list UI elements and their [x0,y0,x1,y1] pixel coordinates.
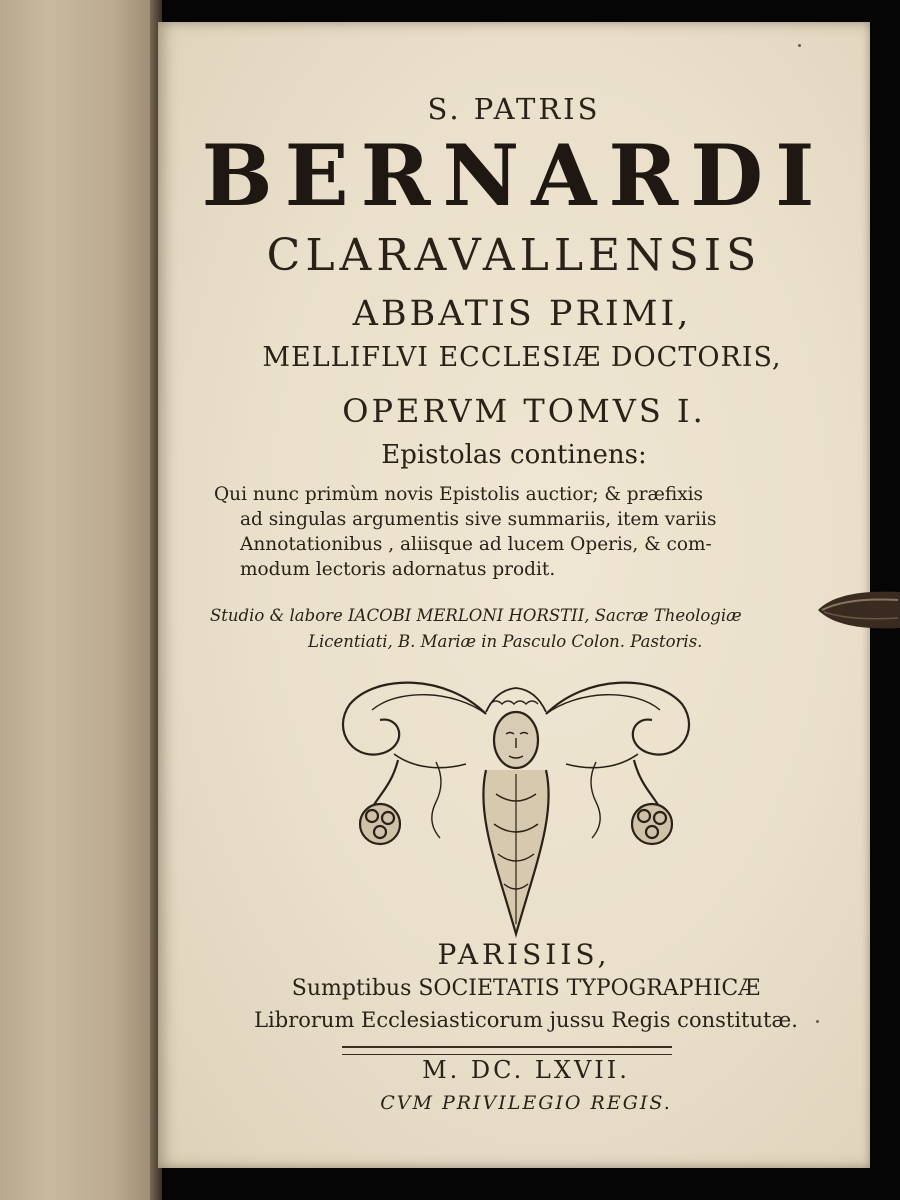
bookmark-tab-icon [818,588,900,632]
title-line-bernardi: BERNARDI [201,126,827,225]
title-line-patris: S. PATRIS [427,92,601,126]
paragraph-line: Annotationibus , aliisque ad lucem Operis, & com- [240,534,712,555]
paragraph-line: Qui nunc primùm novis Epistolis auctior; & præfixis [214,484,704,505]
imprint-printer-line-2: Librorum Ecclesiasticorum jussu Regis constitutæ. [254,1008,798,1032]
paragraph-line: modum lectoris adornatus prodit. [240,559,556,580]
title-line-epistolas: Epistolas continens: [381,440,647,470]
paper-speck [816,1020,819,1023]
imprint-year: M. DC. LXVII. [422,1056,630,1084]
title-line-mellifluus: MELLIFLVI ECCLESIÆ DOCTORIS, [262,342,782,373]
paper-speck [798,44,801,47]
paragraph-line: ad singulas argumentis sive summariis, item variis [240,509,717,530]
woodcut-ornament-icon [336,674,696,944]
title-page [158,22,870,1168]
editor-credit-line-1: Studio & labore IACOBI MERLONI HORSTII, Sacræ Theologiæ [210,606,742,625]
title-line-claravallensis: CLARAVALLENSIS [266,230,762,281]
description-paragraph [214,482,824,582]
imprint-printer-line-1: Sumptibus SOCIETATIS TYPOGRAPHICÆ [291,976,761,1001]
editor-credit-line-2: Licentiati, B. Mariæ in Pasculo Colon. Pastoris. [308,632,703,651]
royal-privilege: CVM PRIVILEGIO REGIS. [380,1092,672,1114]
title-line-tomus: OPERVM TOMVS I. [342,392,706,430]
ornamental-rule [342,1046,672,1055]
title-line-abbatis: ABBATIS PRIMI, [352,294,692,334]
imprint-place: PARISIIS, [437,938,611,971]
book-cover-board [0,0,160,1200]
